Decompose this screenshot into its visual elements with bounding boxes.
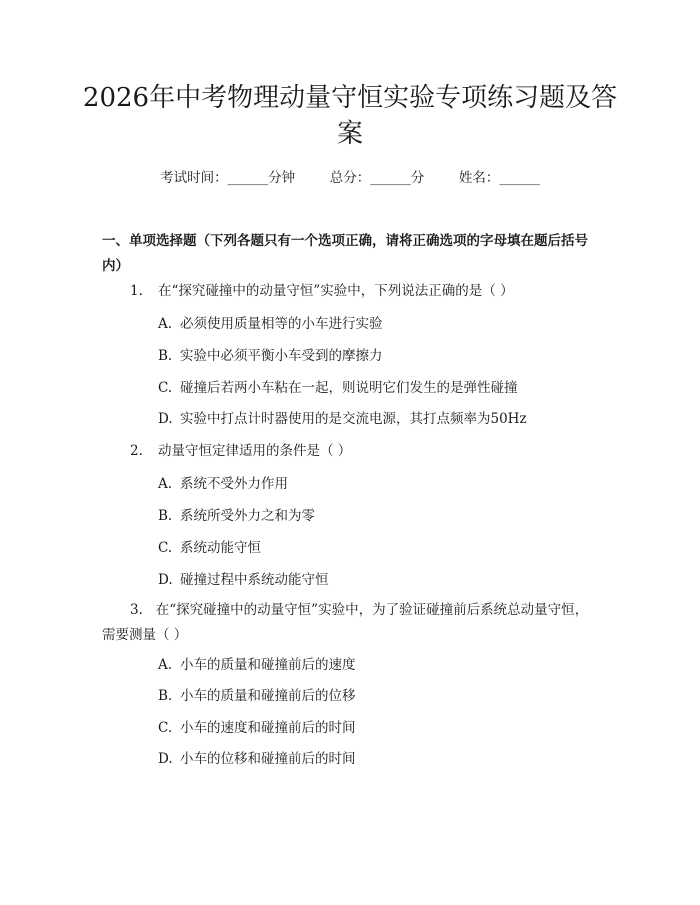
- question-3-stem: [102, 598, 600, 648]
- document-title: 2026年中考物理动量守恒实验专项练习题及答案: [82, 83, 618, 149]
- question-text: 在“探究碰撞中的动量守恒”实验中，为了验证碰撞前后系统总动量守恒，需要测量（ ）: [102, 602, 589, 643]
- question-number: 2.: [130, 443, 143, 459]
- question-3-option-d: D. 小车的位移和碰撞前后的时间: [158, 751, 356, 767]
- question-2-stem: [102, 441, 600, 461]
- question-1-option-d: D. 实验中打点计时器使用的是交流电源，其打点频率为50Hz: [158, 411, 527, 427]
- question-2-option-a: A. 系统不受外力作用: [158, 476, 288, 492]
- question-text: 在“探究碰撞中的动量守恒”实验中，下列说法正确的是（ ）: [158, 283, 514, 299]
- question-3-option-b: B. 小车的质量和碰撞前后的位移: [158, 688, 356, 704]
- total-score-field: 总分：______分: [329, 170, 425, 186]
- question-1-option-a: A. 必须使用质量相等的小车进行实验: [158, 316, 383, 332]
- exam-time-field: 考试时间：______分钟: [160, 170, 296, 186]
- question-2-option-b: B. 系统所受外力之和为零: [158, 508, 315, 524]
- question-1-option-c: C. 碰撞后若两小车粘在一起，则说明它们发生的是弹性碰撞: [158, 380, 518, 396]
- exam-meta-line: [0, 168, 700, 188]
- section-heading-single-choice: 一、单项选择题（下列各题只有一个选项正确，请将正确选项的字母填在题后括号内）: [102, 233, 588, 274]
- question-1-stem: [102, 281, 600, 301]
- question-1-option-b: B. 实验中必须平衡小车受到的摩擦力: [158, 348, 383, 364]
- student-name-field: 姓名：______: [458, 170, 540, 186]
- question-3-option-a: A. 小车的质量和碰撞前后的速度: [158, 657, 356, 673]
- question-3-option-c: C. 小车的速度和碰撞前后的时间: [158, 720, 356, 736]
- question-text: 动量守恒定律适用的条件是（ ）: [158, 443, 352, 459]
- question-2-option-c: C. 系统动能守恒: [158, 540, 261, 556]
- question-number: 3.: [130, 602, 143, 618]
- question-2-option-d: D. 碰撞过程中系统动能守恒: [158, 572, 329, 588]
- question-number: 1.: [130, 283, 143, 299]
